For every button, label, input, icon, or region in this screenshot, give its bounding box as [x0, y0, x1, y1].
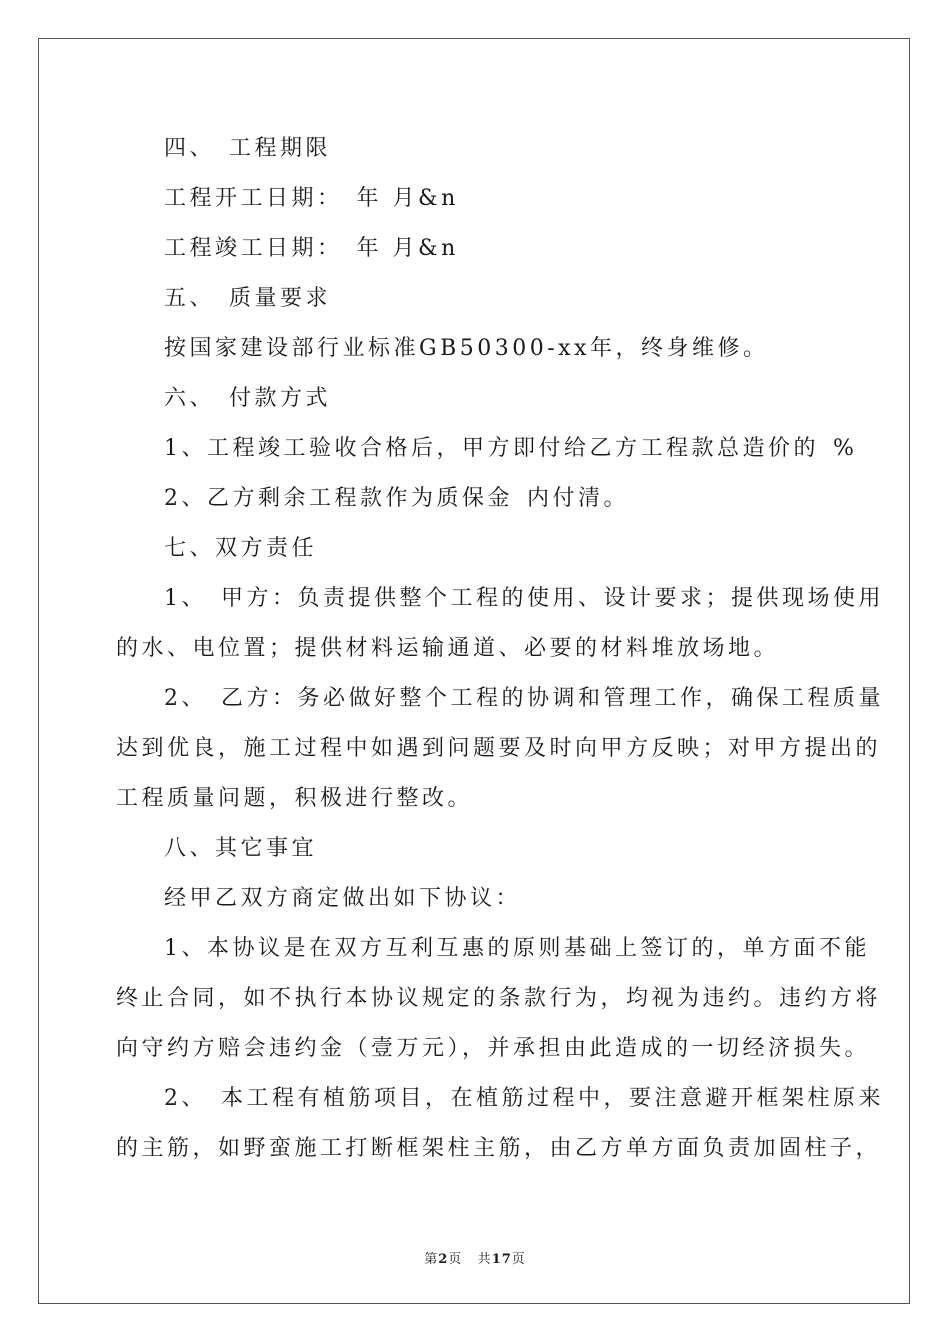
- responsibility-party-b-cont-1: 达到优良，施工过程中如遇到问题要及时向甲方反映；对甲方提出的: [116, 736, 882, 761]
- page-footer: [0, 1248, 950, 1267]
- page-number: 2: [438, 1252, 449, 1267]
- section-heading-other: 八、其它事宜: [164, 836, 318, 861]
- payment-item-1: 1、工程竣工验收合格后，甲方即付给乙方工程款总造价的 %: [164, 436, 858, 461]
- page-prefix: 第: [424, 1252, 439, 1267]
- payment-item-2: 2、乙方剩余工程款作为质保金 内付清。: [164, 486, 630, 511]
- responsibility-party-b-cont-2: 工程质量问题，积极进行整改。: [116, 786, 474, 811]
- total-pages: 17: [491, 1252, 512, 1267]
- responsibility-party-a-cont: 的水、电位置；提供材料运输通道、必要的材料堆放场地。: [116, 636, 780, 661]
- agreement-intro: 经甲乙双方商定做出如下协议：: [164, 886, 522, 911]
- section-heading-payment: 六、 付款方式: [164, 386, 332, 411]
- agreement-item-1: 1、本协议是在双方互利互惠的原则基础上签订的，单方面不能: [164, 936, 870, 961]
- document-body: [116, 124, 885, 1174]
- completion-date-line: 工程竣工日期： 年 月&n: [164, 236, 459, 261]
- responsibility-party-b: 2、 乙方：务必做好整个工程的协调和管理工作，确保工程质量: [164, 686, 885, 711]
- agreement-item-1-cont-1: 终止合同，如不执行本协议规定的条款行为，均视为违约。违约方将: [116, 986, 882, 1011]
- agreement-item-2: 2、 本工程有植筋项目，在植筋过程中，要注意避开框架柱原来: [164, 1086, 885, 1111]
- page-suffix: 页: [448, 1252, 463, 1267]
- agreement-item-1-cont-2: 向守约方赔会违约金（壹万元），并承担由此造成的一切经济损失。: [116, 1036, 871, 1061]
- section-heading-quality: 五、 质量要求: [164, 286, 332, 311]
- responsibility-party-a: 1、 甲方：负责提供整个工程的使用、设计要求；提供现场使用: [164, 586, 885, 611]
- agreement-item-2-cont: 的主筋，如野蛮施工打断框架柱主筋，由乙方单方面负责加固柱子，: [116, 1136, 882, 1161]
- section-heading-term: 四、 工程期限: [164, 136, 332, 161]
- start-date-line: 工程开工日期： 年 月&n: [164, 186, 459, 211]
- section-heading-responsibilities: 七、双方责任: [164, 536, 318, 561]
- total-suffix: 页: [511, 1252, 526, 1267]
- quality-standard-line: 按国家建设部行业标准GB50300-xx年，终身维修。: [164, 336, 769, 361]
- total-prefix: 共: [477, 1252, 492, 1267]
